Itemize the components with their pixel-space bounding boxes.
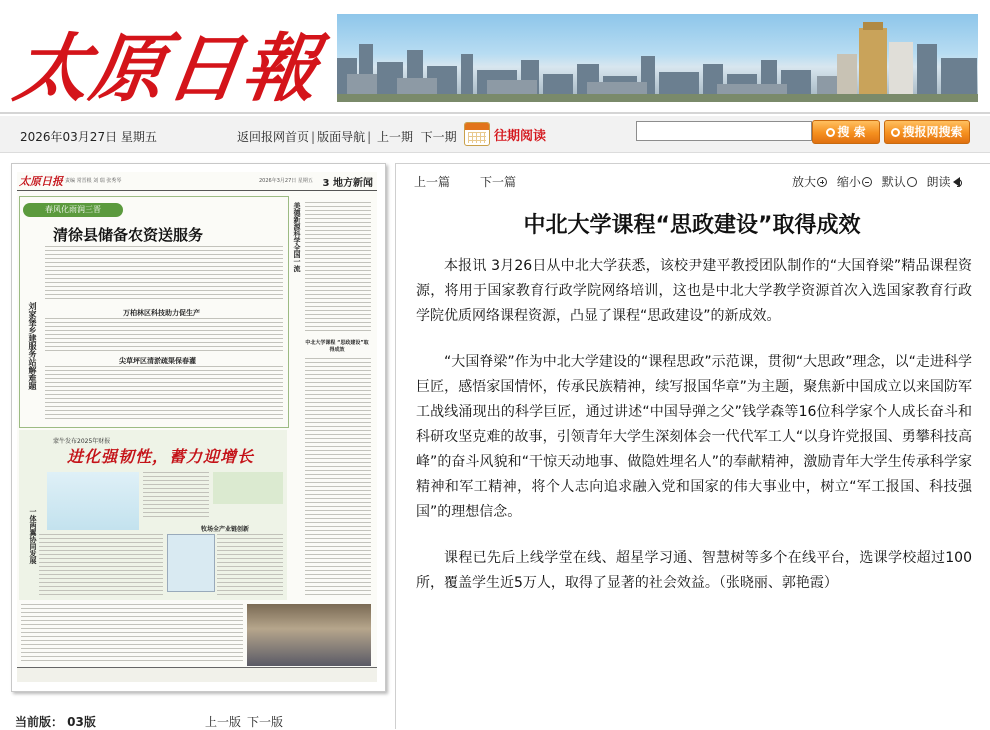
read-aloud-label: 朗读	[926, 175, 951, 189]
page-masthead	[17, 172, 377, 191]
article-nav	[414, 173, 546, 190]
search-input[interactable]	[636, 121, 812, 141]
site-search-button[interactable]	[884, 120, 970, 144]
page-headline-qingxu[interactable]: 清徐县储备农资送服务	[53, 226, 204, 244]
home-link[interactable]: 返回报网首页	[237, 130, 310, 144]
page-subhead-farm: 牧场全产业链创新	[201, 526, 250, 533]
text-column	[21, 604, 243, 664]
next-article-link[interactable]: 下一篇	[480, 175, 517, 189]
search-icon	[826, 128, 835, 137]
article-body	[416, 254, 972, 617]
issue-date: 2026年03月27日 星期五	[20, 130, 157, 144]
page-headline-wanbailin[interactable]: 万柏林区科技助力促生产	[123, 309, 200, 317]
newspaper-page-image[interactable]	[17, 172, 377, 682]
advert-image	[167, 534, 215, 592]
page-section-label: 3 地方新闻	[322, 178, 373, 189]
page-headline-zhongbei[interactable]: 中北大学课程 “思政建设”取得成效	[305, 340, 369, 353]
brand-logo-image	[213, 472, 283, 504]
text-column	[305, 202, 371, 334]
zoom-in-button[interactable]	[792, 175, 827, 189]
prev-page-link[interactable]: 上一版	[205, 715, 242, 729]
text-column	[45, 366, 283, 422]
speaker-icon	[953, 177, 960, 187]
site-search-button-label: 搜报网搜索	[902, 125, 963, 139]
vertical-headline-mengniu[interactable]: 一体两翼协同发展	[29, 508, 37, 564]
header-divider	[0, 112, 990, 114]
city-skyline-banner	[337, 14, 978, 102]
article-paragraph: 本报讯 3月26日从中北大学获悉，该校尹建平教授团队制作的“大国脊梁”精品课程资源，将用于国家教育行政学院网络培训，这也是中北大学教学资源首次入选国家教育行政学院优质网络课程资源，凸显了课程“思政建设”的新成效。	[416, 258, 972, 324]
next-issue-link[interactable]: 下一期	[420, 130, 457, 144]
archive-label: 往期阅读	[494, 129, 547, 144]
vertical-headline-liujiapu[interactable]: 刘家堡乡建服务站解难题	[28, 302, 37, 390]
zoom-out-icon	[862, 177, 872, 187]
page-logo: 太原日报	[19, 175, 63, 188]
text-column	[45, 318, 283, 352]
news-photo	[247, 604, 371, 666]
current-edition: 当前版： 03版	[15, 715, 96, 729]
text-column	[217, 534, 283, 596]
text-column	[45, 246, 283, 302]
prev-article-link[interactable]: 上一篇	[414, 175, 451, 189]
calendar-icon	[464, 122, 490, 146]
zoom-out-label: 缩小	[836, 175, 861, 189]
page-nav-link[interactable]: 版面导航	[317, 130, 366, 144]
vertical-headline-meide[interactable]: 美德新源科学全国一流	[293, 202, 301, 272]
page-subhead-mengniu: 蒙牛发布2025年财报	[53, 438, 111, 445]
text-column	[305, 358, 371, 598]
logo-text: 太原日報	[9, 26, 326, 112]
page-editors: 责编 常晋根 刘 瑞 张秀琴	[65, 178, 122, 184]
default-size-label: 默认	[881, 175, 906, 189]
page-headline-mengniu[interactable]: 进化强韧性，蓄力迎增长	[67, 447, 255, 466]
issue-nav	[237, 128, 457, 145]
search-button[interactable]	[812, 120, 880, 144]
zoom-out-button[interactable]	[837, 175, 872, 189]
page-date: 2026年3月27日 星期五	[259, 178, 313, 184]
zoom-in-icon	[817, 177, 827, 187]
skyline-graphic	[337, 14, 978, 102]
page-footer-strip	[17, 667, 377, 682]
page-headline-jiancaoping[interactable]: 尖草坪区清淤疏渠保春灌	[119, 357, 196, 365]
page-pager	[205, 713, 289, 730]
article-tools	[792, 173, 966, 190]
zoom-in-label: 放大	[792, 175, 817, 189]
default-size-button[interactable]	[882, 175, 917, 189]
article-title: 中北大学课程“思政建设”取得成效	[523, 213, 861, 238]
product-photo	[47, 472, 139, 530]
default-size-icon	[907, 177, 917, 187]
read-aloud-button[interactable]	[927, 175, 960, 189]
search-icon	[891, 128, 900, 137]
newspaper-logo[interactable]	[6, 6, 326, 110]
site-header	[0, 0, 990, 114]
article-paragraph: “大国脊梁”作为中北大学建设的“课程思政”示范课，贯彻“大思政”理念，以“走进科学巨匠，感悟家国情怀，传承民族精神，续写报国华章”为主题，聚焦新中国成立以来国防军工战线涌现出的科学巨匠，通过讲述“中国导弹之父”钱学森等16位科学家个人成长奋斗和科研攻坚克难的故事，引领青年大学生深刻体会一代代军工人“以身许党报国、勇攀科技高峰”的奋斗风貌和“干惊天动地事、做隐姓埋名人”的奉献精神，激励青年大学生传承科学家精神和军工精神，将个人志向追求融入党和国家的伟大事业中，树立“军工报国、科技强国”的理想信念。	[416, 354, 972, 520]
text-column	[39, 534, 163, 596]
nav-separator: |	[367, 130, 372, 144]
search-button-label: 搜 索	[837, 125, 866, 139]
nav-separator: |	[311, 130, 316, 144]
article-paragraph: 课程已先后上线学堂在线、超星学习通、智慧树等多个在线平台，选课学校超过100所，覆盖学生近5万人，取得了显著的社会效益。（张晓丽、郭艳霞）	[416, 550, 972, 591]
next-page-link[interactable]: 下一版	[247, 715, 284, 729]
section-kicker: 春风化雨润三晋	[23, 203, 123, 217]
text-column	[143, 472, 209, 520]
prev-issue-link[interactable]: 上一期	[376, 130, 413, 144]
